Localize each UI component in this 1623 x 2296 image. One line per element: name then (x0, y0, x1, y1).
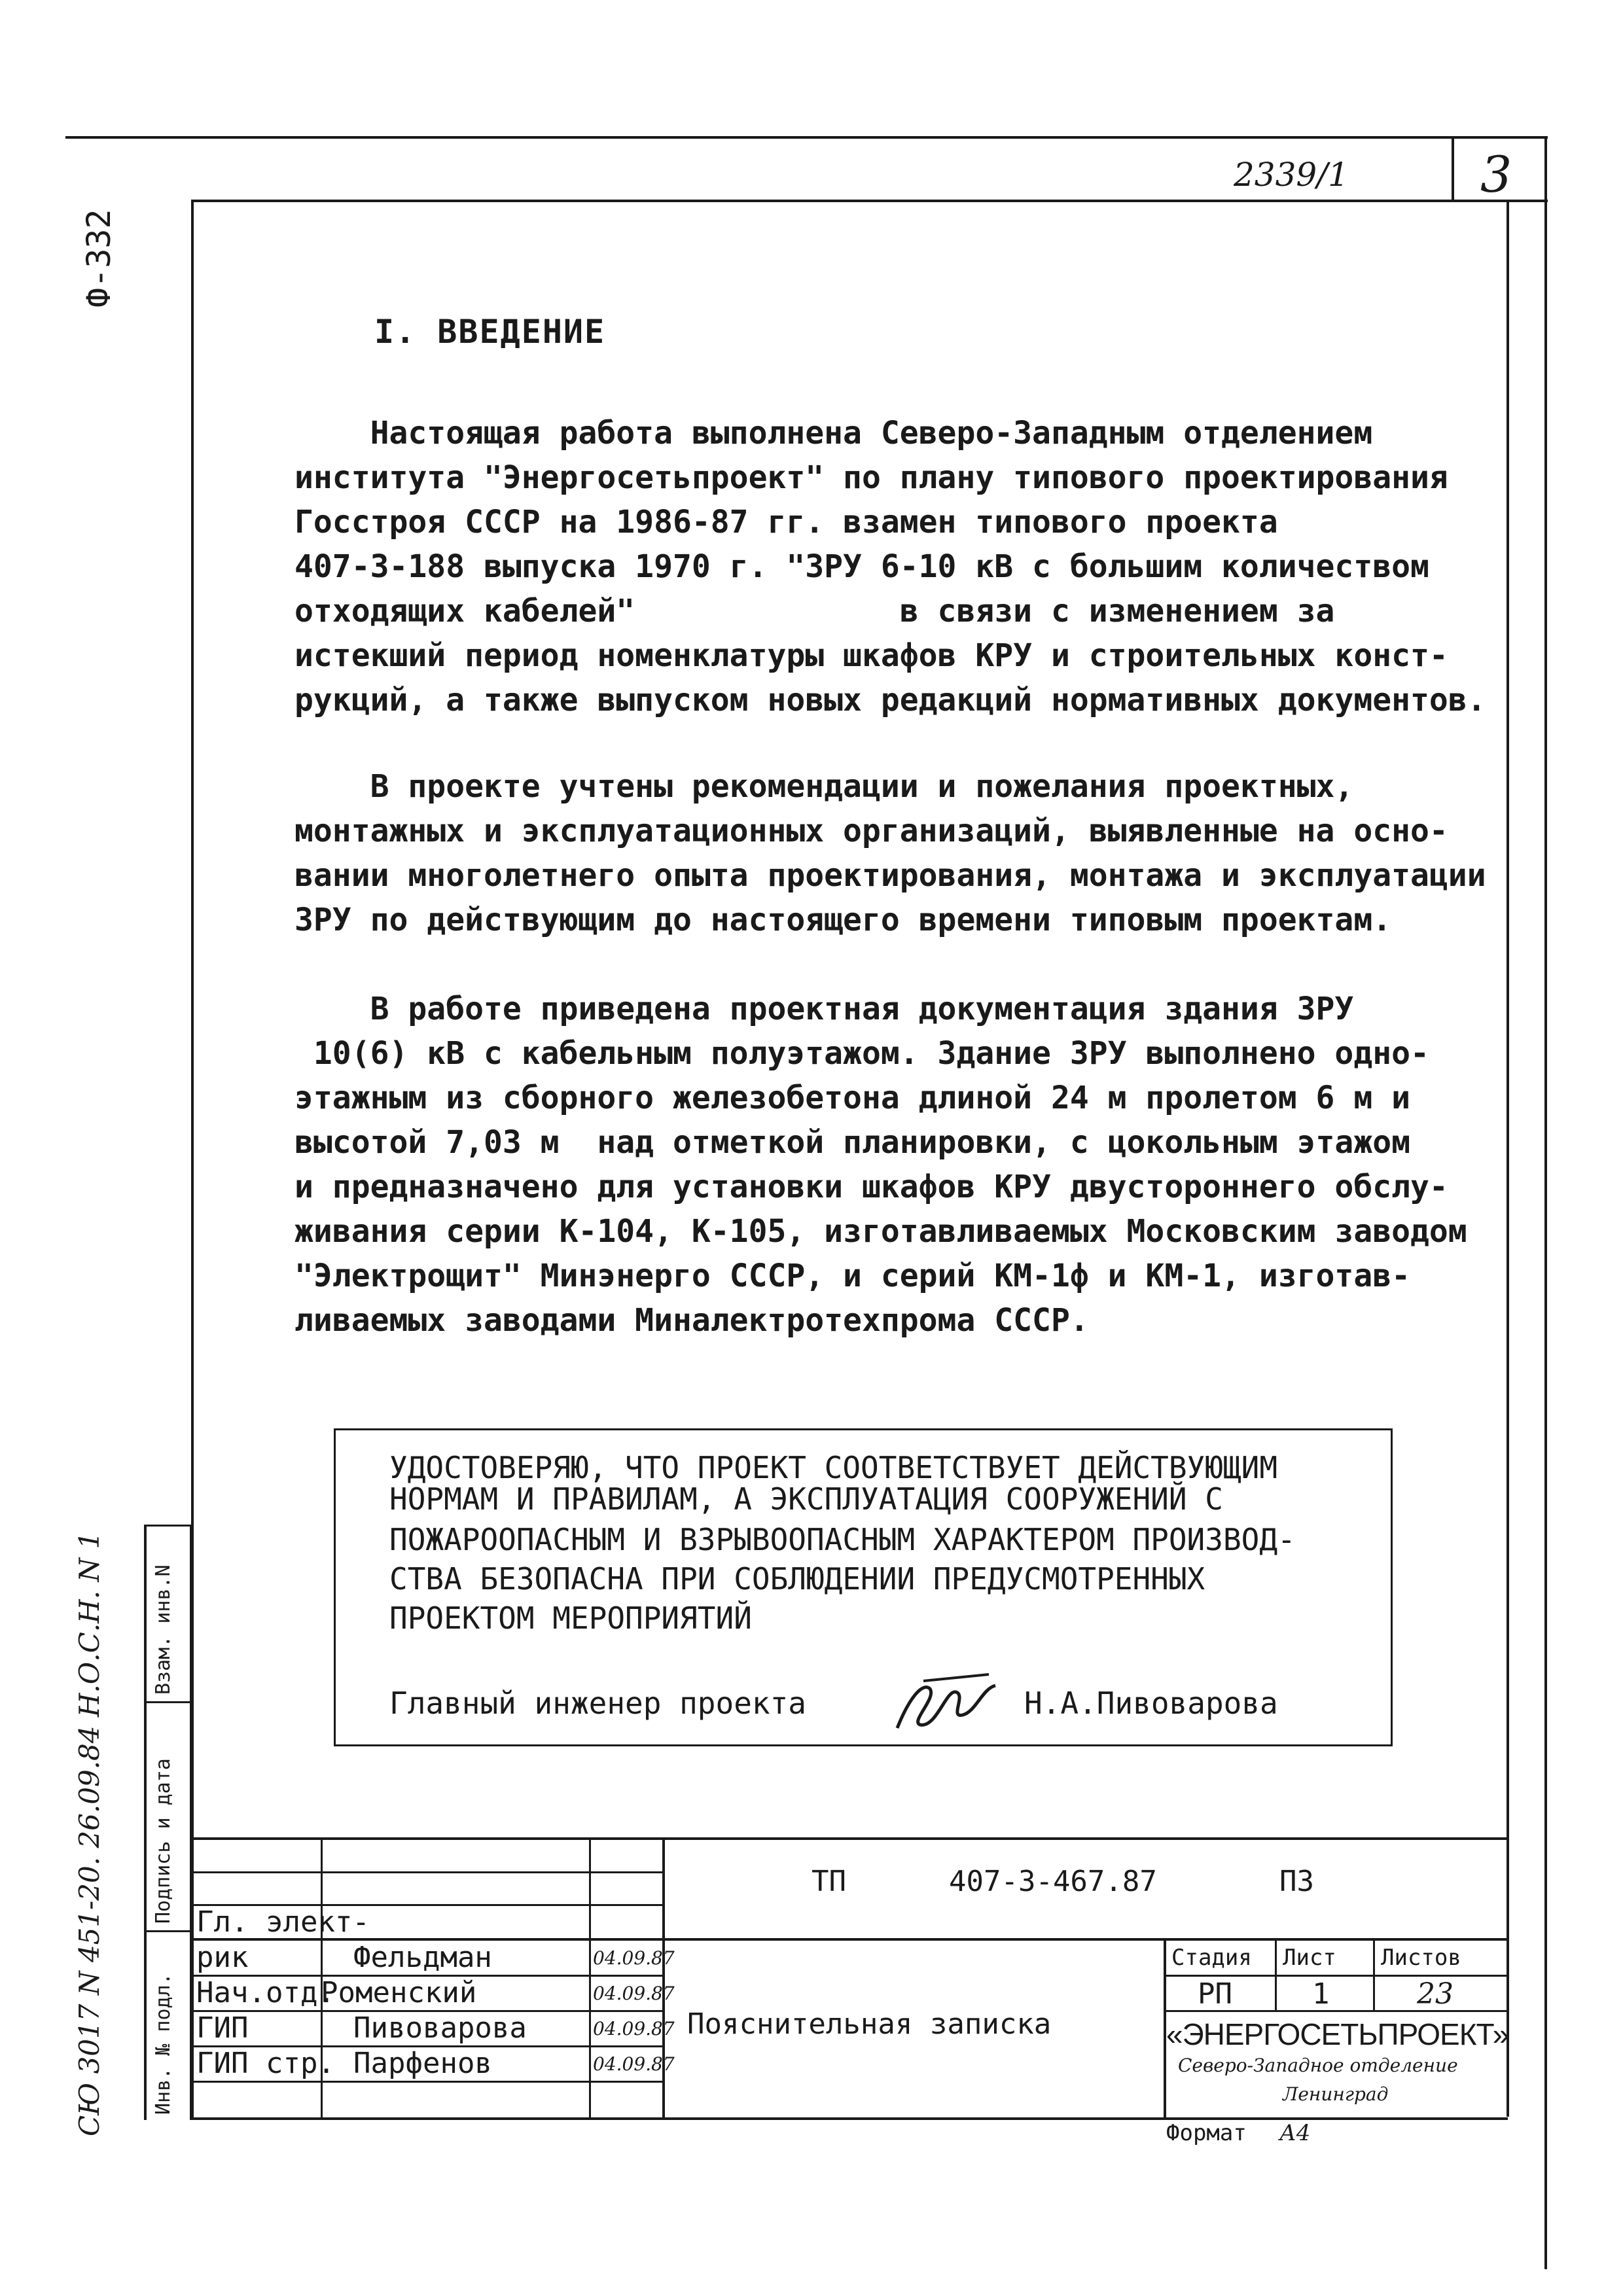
paragraph-line: и предназначено для установки шкафов КРУ двустороннего обслу- (294, 1169, 1448, 1205)
tb-info-col-2 (1373, 1938, 1375, 2011)
tb-city: Ленинград (1283, 2083, 1389, 2105)
paragraph-line: В проекте учтены рекомендации и пожелания проектных, (294, 768, 1354, 805)
tb-date-4: 04.09.87 (593, 2053, 675, 2075)
frame-top (191, 200, 1548, 202)
margin-box-right (190, 1525, 192, 2120)
margin-box-top (144, 1525, 191, 1527)
paragraph-line: рукций, а также выпуском новых редакций нормативных документов. (294, 682, 1486, 718)
paragraph-line: высотой 7,03 м над отметкой планировки, с цокольным этажом (294, 1124, 1411, 1161)
handwritten-registration-note: СЮ 3017 N 451-20. 26.09.84 Н.О.С.Н. N 1 (73, 1531, 105, 2136)
tb-info-row-1 (1164, 1975, 1508, 1977)
signer-role: Главный инженер проекта (389, 1686, 806, 1721)
tb-department: Северо-Западное отделение (1178, 2055, 1458, 2076)
tb-format-label: Формат (1166, 2120, 1247, 2146)
paragraph-building (294, 987, 1486, 1343)
paragraph-line: истекший период номенклатуры шкафов КРУ и строительных конст- (294, 637, 1448, 674)
margin-label-signature-date: Подпись и дата (152, 1758, 175, 1924)
section-title: I. ВВЕДЕНИЕ (374, 313, 606, 351)
paragraph-intro (294, 411, 1486, 722)
tb-format-value: А4 (1279, 2120, 1311, 2146)
stamp-line: НОРМАМ И ПРАВИЛАМ, А ЭКСПЛУАТАЦИЯ СООРУЖЕНИЙ С (389, 1481, 1223, 1517)
paragraph-recommendations (294, 764, 1486, 942)
stamp-line: УДОСТОВЕРЯЮ, ЧТО ПРОЕКТ СООТВЕТСТВУЕТ ДЕЙСТВУЮЩИМ (389, 1450, 1278, 1485)
margin-divider-2 (144, 1930, 191, 1932)
tb-row-7 (191, 2081, 664, 2083)
paragraph-line: живания серии К-104, К-105, изготавливаемых Московским заводом (294, 1213, 1467, 1250)
margin-label-inv-podl: Инв. № подл. (152, 1973, 175, 2115)
tb-sheet-value: 1 (1312, 1977, 1330, 2011)
signer-name: Н.А.Пивоварова (1024, 1686, 1278, 1721)
tb-role-4: ГИП стр. (196, 2047, 335, 2080)
tb-sheets-value: 23 (1417, 1977, 1454, 2011)
tb-name-1: Фельдман (353, 1941, 492, 1974)
signature-mark (884, 1669, 1002, 1741)
paragraph-line: Настоящая работа выполнена Северо-Западным отделением (294, 415, 1373, 451)
tb-name-4: Парфенов (353, 2047, 492, 2080)
tb-doc-type: ПЗ (1279, 1865, 1314, 1898)
tb-name-3: Пивоварова (353, 2011, 527, 2045)
tb-role-3: ГИП (196, 2011, 249, 2045)
tb-stage-value: РП (1198, 1977, 1232, 2011)
tb-role-2: Нач.отд. (196, 1976, 335, 2009)
frame-right (1507, 200, 1509, 2117)
tb-top (191, 1837, 1508, 1840)
paragraph-line: этажным из сборного железобетона длиной 24 м пролетом 6 м и (294, 1080, 1411, 1116)
paragraph-line: вании многолетнего опыта проектирования, монтажа и эксплуатации (294, 857, 1486, 894)
paragraph-line: 407-3-188 выпуска 1970 г. "ЗРУ 6-10 кВ с большим количеством (294, 548, 1429, 585)
tb-project-code: 407-3-467.87 (949, 1865, 1157, 1898)
tb-col-3 (662, 1837, 665, 2119)
paragraph-line: "Электрощит" Минэнерго СССР, и серий КМ-1ф и КМ-1, изготав- (294, 1258, 1411, 1294)
paragraph-line: ЗРУ по действующим до настоящего времени типовым проектам. (294, 902, 1392, 938)
sheet-box-left (1452, 136, 1454, 202)
tb-date-2: 04.09.87 (593, 1983, 675, 2004)
tb-date-1: 04.09.87 (593, 1947, 675, 1969)
paragraph-line: института "Энергосетьпроект" по плану типового проектирования (294, 459, 1448, 496)
margin-label-vzam-inv: Взам. инв.N (152, 1564, 175, 1695)
top-rule (65, 136, 1548, 139)
stamp-line: СТВА БЕЗОПАСНА ПРИ СОБЛЮДЕНИИ ПРЕДУСМОТРЕННЫХ (389, 1561, 1205, 1597)
frame-right-outer (1544, 136, 1547, 2269)
sheet-number: 3 (1480, 145, 1512, 203)
tb-info-col-1 (1275, 1938, 1277, 2011)
paragraph-line: В работе приведена проектная документация здания ЗРУ (294, 991, 1354, 1027)
tb-row-1 (191, 1871, 664, 1873)
tb-col-2 (589, 1837, 591, 2119)
margin-divider-1 (144, 1701, 191, 1703)
margin-box-left (144, 1525, 147, 2120)
stamp-line: ПОЖАРООПАСНЫМ И ВЗРЫВООПАСНЫМ ХАРАКТЕРОМ ПРОИЗВОД- (389, 1522, 1296, 1557)
tb-name-2: Роменский (321, 1976, 477, 2009)
tb-series: ТП (812, 1865, 846, 1898)
tb-role-1: Гл. элект- (196, 1905, 370, 1939)
tb-document-title: Пояснительная записка (687, 2007, 1052, 2041)
tb-organization: «ЭНЕРГОСЕТЬПРОЕКТ» (1166, 2017, 1509, 2051)
paragraph-line: 10(6) кВ с кабельным полуэтажом. Здание ЗРУ выполнено одно- (294, 1035, 1429, 1072)
archive-code: Ф-332 (80, 209, 118, 308)
paragraph-line: монтажных и эксплуатационных организаций, выявленные на осно- (294, 813, 1448, 849)
tb-role-1b: рик (196, 1941, 249, 1974)
certification-stamp (334, 1428, 1393, 1746)
stamp-line: ПРОЕКТОМ МЕРОПРИЯТИЙ (389, 1600, 752, 1636)
document-number: 2339/1 (1234, 156, 1349, 194)
tb-sheet-label: Лист (1283, 1945, 1336, 1971)
paragraph-line: ливаемых заводами Миналектротехпрома СССР. (294, 1302, 1089, 1339)
tb-date-3: 04.09.87 (593, 2018, 675, 2040)
paragraph-line: Госстроя СССР на 1986-87 гг. взамен типового проекта (294, 504, 1278, 540)
tb-sheets-label: Листов (1381, 1945, 1461, 1971)
paragraph-line: отходящих кабелей" в связи с изменением за (294, 593, 1335, 629)
tb-stage-label: Стадия (1171, 1945, 1252, 1971)
